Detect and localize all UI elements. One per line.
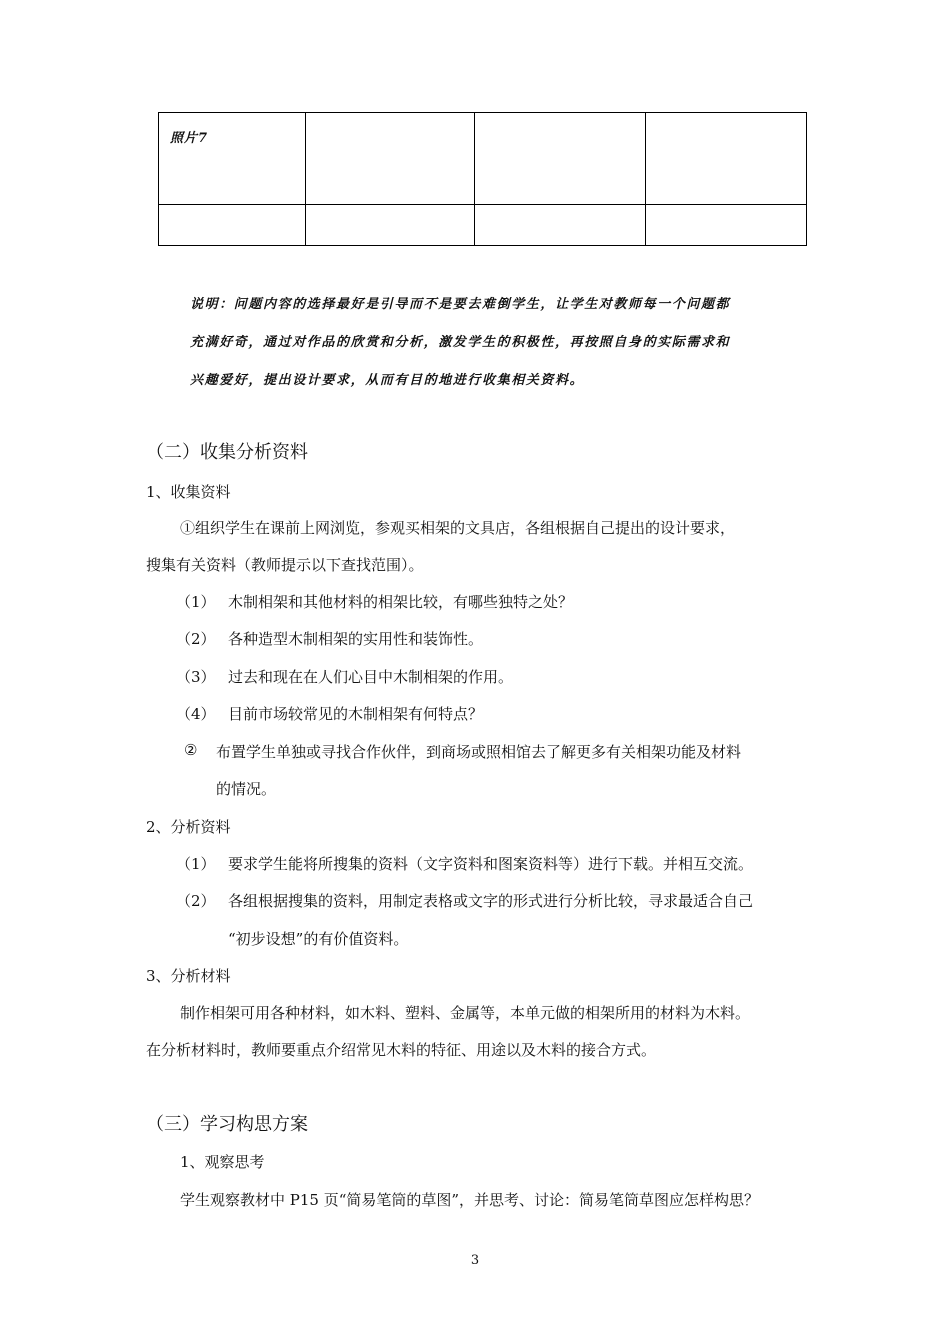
section3-heading: （三）学习构思方案	[146, 1114, 308, 1135]
sub3-line1: 制作相架可用各种材料，如木料、塑料、金属等，本单元做的相架所用的材料为木料。	[180, 1004, 751, 1022]
list-item-text: 木制相架和其他材料的相架比较，有哪些独特之处？	[228, 593, 574, 611]
table-cell	[646, 205, 807, 246]
sec3-sub1-title: 1、观察思考	[180, 1153, 265, 1171]
sub3-title: 3、分析材料	[146, 967, 231, 985]
table-cell	[475, 205, 646, 246]
sub1-para2-line2: 的情况。	[216, 780, 277, 798]
sub1-para1-line1: ①组织学生在课前上网浏览，参观买相架的文具店，各组根据自己提出的设计要求，	[180, 519, 736, 537]
list-item-num: （1）	[176, 855, 216, 873]
list-item-text: 要求学生能将所搜集的资料（文字资料和图案资料等）进行下载。并相互交流。	[228, 855, 754, 873]
sub1-title: 1、收集资料	[146, 483, 231, 501]
note-line-3: 兴趣爱好，提出设计要求，从而有目的地进行收集相关资料。	[190, 373, 585, 388]
sub2-title: 2、分析资料	[146, 818, 231, 836]
note-line-2: 充满好奇，通过对作品的欣赏和分析，激发学生的积极性，再按照自身的实际需求和	[190, 335, 731, 350]
photo-label: 照片7	[170, 131, 209, 146]
list-item-num: （2）	[176, 630, 216, 648]
table-cell	[159, 113, 306, 205]
list-item-num: （1）	[176, 593, 216, 611]
table-cell	[306, 113, 475, 205]
sec3-sub1-line1: 学生观察教材中 P15 页“简易笔筒的草图”，并思考、讨论：简易笔筒草图应怎样构思？	[180, 1191, 760, 1209]
list-item-text: 各组根据搜集的资料，用制定表格或文字的形式进行分析比较，寻求最适合自己	[228, 892, 754, 910]
photo-table	[158, 112, 807, 246]
sub1-para2-num: ②	[184, 741, 198, 759]
list-item-num: （2）	[176, 892, 216, 910]
list-item-text: 目前市场较常见的木制相架有何特点？	[228, 705, 484, 723]
table-cell	[306, 205, 475, 246]
list-item-num: （3）	[176, 668, 216, 686]
sub1-para1-line2: 搜集有关资料（教师提示以下查找范围）。	[146, 556, 424, 574]
table-row	[159, 205, 807, 246]
sub3-line2: 在分析材料时，教师要重点介绍常见木料的特征、用途以及木料的接合方式。	[146, 1041, 657, 1059]
table-cell	[646, 113, 807, 205]
table-cell	[475, 113, 646, 205]
list-item-text: 各种造型木制相架的实用性和装饰性。	[228, 630, 484, 648]
note-line-1: 说明：问题内容的选择最好是引导而不是要去难倒学生，让学生对教师每一个问题都	[190, 297, 731, 312]
list-item-num: （4）	[176, 705, 216, 723]
list-item-text: 过去和现在在人们心目中木制相架的作用。	[228, 668, 514, 686]
table-cell	[159, 205, 306, 246]
section2-heading: （二）收集分析资料	[146, 442, 308, 463]
page-number: 3	[470, 1253, 480, 1268]
list-item-cont: “初步设想”的有价值资料。	[228, 930, 409, 948]
table-row	[159, 113, 807, 205]
sub1-para2-line1: 布置学生单独或寻找合作伙伴，到商场或照相馆去了解更多有关相架功能及材料	[216, 743, 742, 761]
